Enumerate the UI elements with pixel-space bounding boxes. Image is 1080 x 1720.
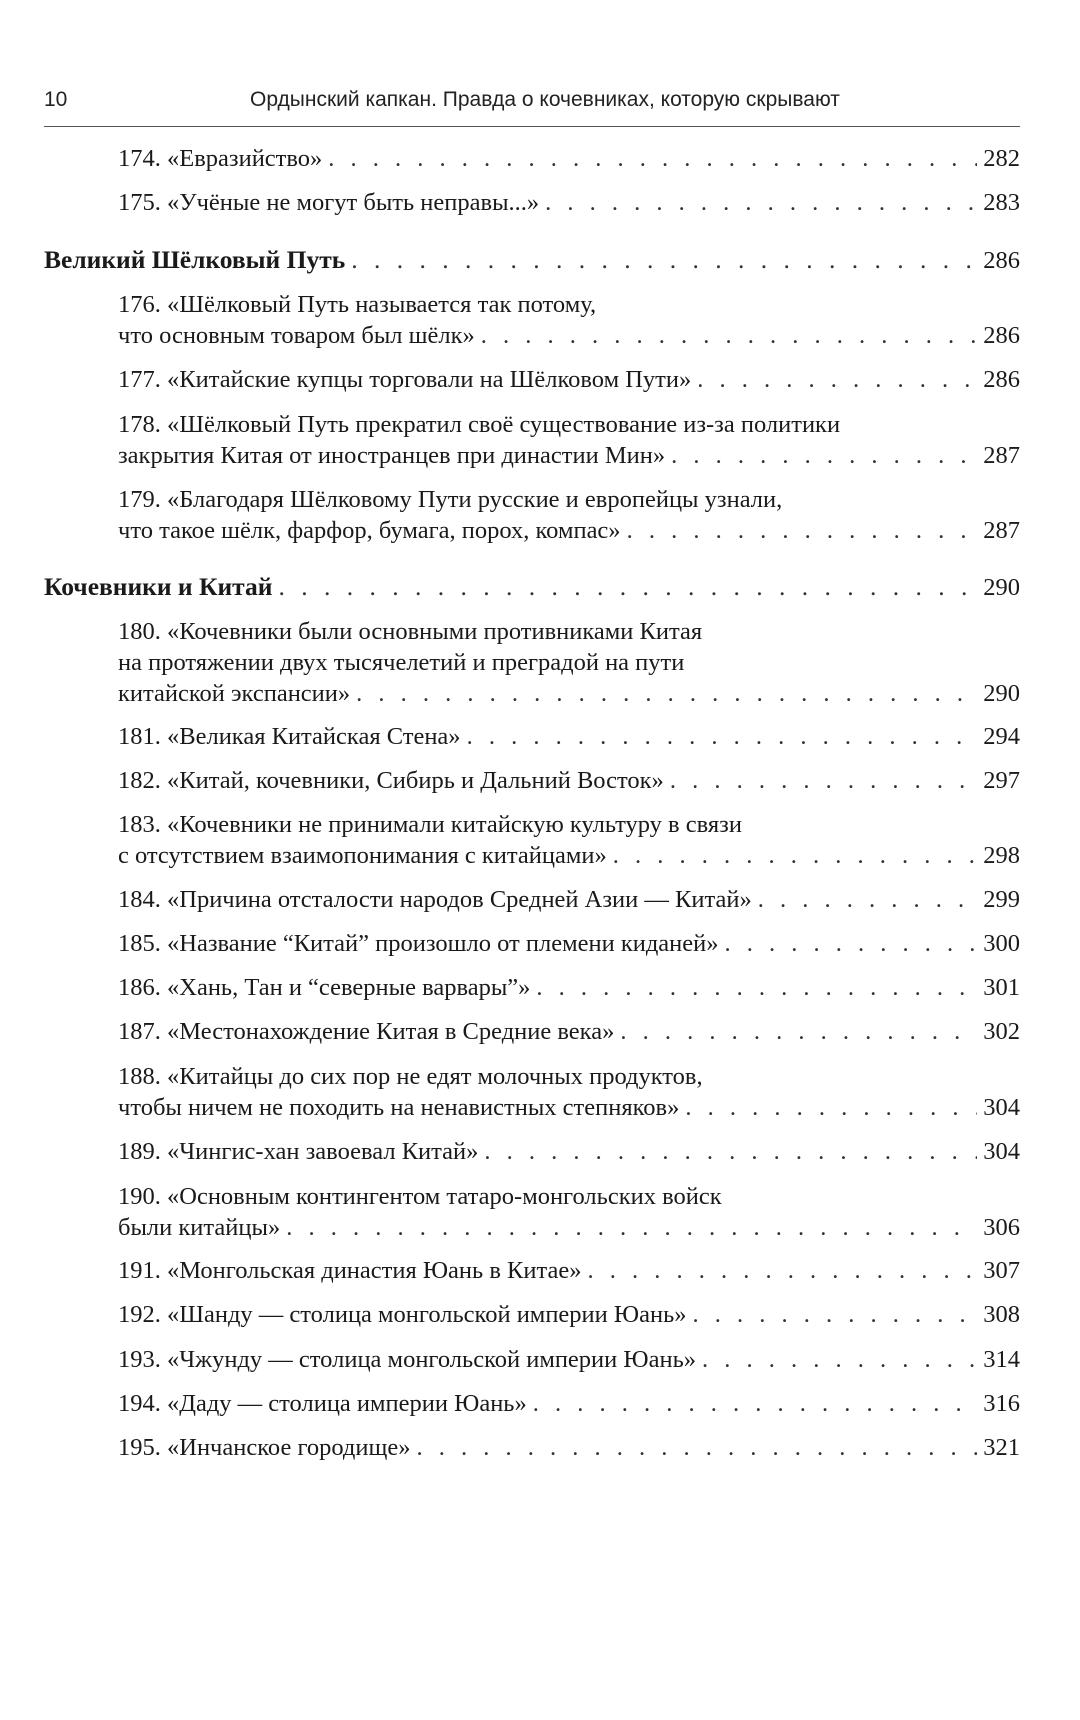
dot-leader <box>620 1015 977 1048</box>
toc-entry-text-line: 188. «Китайцы до сих пор не едят молочных продуктов, <box>118 1063 703 1090</box>
toc-section <box>44 243 1020 277</box>
dot-leader <box>702 1343 977 1376</box>
toc-entry-title: 187. «Местонахождение Китая в Средние века» <box>118 1018 615 1045</box>
toc-entry-text-line: 179. «Благодаря Шёлковому Пути русские и европейцы узнали, <box>118 486 783 513</box>
toc-entry-row <box>118 1091 1020 1124</box>
toc-entry-row <box>118 1015 1020 1048</box>
dot-leader <box>484 1135 977 1168</box>
toc-page-number: 286 <box>983 322 1020 349</box>
toc-page-number: 300 <box>983 930 1020 957</box>
dot-leader <box>613 839 977 872</box>
toc-page-number: 299 <box>983 886 1020 913</box>
toc-page-number: 283 <box>983 189 1020 216</box>
toc-page-number: 298 <box>983 842 1020 869</box>
toc-entry-title: 189. «Чингис-хан завоевал Китай» <box>118 1138 479 1165</box>
toc-item <box>118 288 1020 352</box>
toc-entry-title: 181. «Великая Китайская Стена» <box>118 723 461 750</box>
dot-leader <box>697 363 977 396</box>
dot-leader <box>417 1431 978 1464</box>
toc-entry-row <box>118 1211 1020 1244</box>
toc-entry-text-line: 176. «Шёлковый Путь называется так потому, <box>118 291 597 318</box>
toc-entry-row <box>44 243 1020 277</box>
dot-leader <box>758 883 978 916</box>
dot-leader <box>351 243 977 276</box>
toc-entry-row <box>118 514 1020 547</box>
toc-item <box>118 142 1020 175</box>
toc-entry-row <box>118 1254 1020 1287</box>
toc-entry-row <box>118 1343 1020 1376</box>
toc-page-number: 321 <box>983 1434 1020 1461</box>
toc-entry-row <box>118 1135 1020 1168</box>
toc-entry-title: 192. «Шанду — столица монгольской империи Юань» <box>118 1301 687 1328</box>
toc-entry-title: закрытия Китая от иностранцев при династии Мин» <box>118 442 666 469</box>
toc-item <box>118 883 1020 916</box>
toc-entry-title: что такое шёлк, фарфор, бумага, порох, компас» <box>118 517 621 544</box>
toc-page-number: 307 <box>983 1257 1020 1284</box>
toc-entry-row <box>118 363 1020 396</box>
dot-leader <box>278 570 977 603</box>
dot-leader <box>286 1211 977 1244</box>
toc-entry-title: 193. «Чжунду — столица монгольской империи Юань» <box>118 1346 696 1373</box>
toc-entry-row <box>118 142 1020 175</box>
toc-entry-row <box>118 186 1020 219</box>
toc-page-number: 290 <box>983 574 1020 601</box>
dot-leader <box>627 514 978 547</box>
toc-page-number: 286 <box>983 247 1020 274</box>
toc-page-number: 294 <box>983 723 1020 750</box>
toc-item <box>118 927 1020 960</box>
toc-item <box>118 483 1020 547</box>
toc-item <box>118 408 1020 472</box>
toc-entry-row <box>118 1298 1020 1331</box>
toc-entry-row <box>118 883 1020 916</box>
toc-entry-row <box>118 439 1020 472</box>
toc-page-number: 286 <box>983 366 1020 393</box>
toc-entry-title: 175. «Учёные не могут быть неправы...» <box>118 189 540 216</box>
toc-entry-title: были китайцы» <box>118 1214 281 1241</box>
toc-entry-row <box>118 1387 1020 1420</box>
dot-leader <box>481 319 977 352</box>
toc-entry-title: 174. «Евразийство» <box>118 145 323 172</box>
toc-entry-title: с отсутствием взаимопонимания с китайцами» <box>118 842 607 869</box>
dot-leader <box>670 764 977 797</box>
toc-entry-title: китайской экспансии» <box>118 680 351 707</box>
toc-page-number: 282 <box>983 145 1020 172</box>
toc-page-number: 304 <box>983 1094 1020 1121</box>
dot-leader <box>725 927 978 960</box>
toc-item <box>118 720 1020 753</box>
header-divider <box>44 126 1020 127</box>
dot-leader <box>671 439 977 472</box>
toc-item <box>118 363 1020 396</box>
toc-page-number: 297 <box>983 767 1020 794</box>
toc-page-number: 290 <box>983 680 1020 707</box>
dot-leader <box>685 1091 977 1124</box>
toc-entry-title: чтобы ничем не походить на ненавистных степняков» <box>118 1094 680 1121</box>
toc-item <box>118 186 1020 219</box>
dot-leader <box>693 1298 978 1331</box>
toc-page-number: 301 <box>983 974 1020 1001</box>
toc-entry-title: 195. «Инчанское городище» <box>118 1434 411 1461</box>
toc-page-number: 316 <box>983 1390 1020 1417</box>
toc-page-number: 287 <box>983 517 1020 544</box>
toc-item <box>118 1135 1020 1168</box>
toc-item <box>118 1015 1020 1048</box>
dot-leader <box>467 720 978 753</box>
toc-entry-row <box>118 839 1020 872</box>
toc-entry-title: 182. «Китай, кочевники, Сибирь и Дальний Восток» <box>118 767 664 794</box>
toc-entry-row <box>118 764 1020 797</box>
toc-entry-row <box>118 971 1020 1004</box>
toc-entry-title: 184. «Причина отсталости народов Средней Азии — Китай» <box>118 886 752 913</box>
toc-entry-title: 194. «Даду — столица империи Юань» <box>118 1390 527 1417</box>
toc-entry-row <box>118 319 1020 352</box>
toc-entry-text-line: 178. «Шёлковый Путь прекратил своё существование из-за политики <box>118 411 841 438</box>
dot-leader <box>533 1387 978 1420</box>
toc-entry-text-line: 190. «Основным контингентом татаро-монгольских войск <box>118 1183 722 1210</box>
toc-item <box>118 1298 1020 1331</box>
toc-entry-row <box>44 570 1020 604</box>
toc-entry-row <box>118 1431 1020 1464</box>
toc-item <box>118 808 1020 872</box>
toc-item <box>118 1343 1020 1376</box>
toc-entry-title: 191. «Монгольская династия Юань в Китае» <box>118 1257 582 1284</box>
toc-page-number: 302 <box>983 1018 1020 1045</box>
dot-leader <box>328 142 977 175</box>
toc-page-number: 304 <box>983 1138 1020 1165</box>
toc-item <box>118 764 1020 797</box>
running-header <box>44 88 1020 122</box>
toc-item <box>118 1387 1020 1420</box>
toc-item <box>118 1431 1020 1464</box>
toc-entry-row <box>118 677 1020 710</box>
page-number: 10 <box>44 88 68 111</box>
toc-entry-title: 185. «Название “Китай” произошло от племени киданей» <box>118 930 719 957</box>
toc-page-number: 287 <box>983 442 1020 469</box>
toc-entry-row <box>118 720 1020 753</box>
toc-item <box>118 1254 1020 1287</box>
toc-page-number: 314 <box>983 1346 1020 1373</box>
toc-item <box>118 1060 1020 1124</box>
toc-entry-text-line: на протяжении двух тысячелетий и преградой на пути <box>118 649 685 676</box>
toc-entry-title: Великий Шёлковый Путь <box>44 245 346 274</box>
toc-item <box>118 971 1020 1004</box>
toc-item <box>118 1180 1020 1244</box>
toc-entry-row <box>118 927 1020 960</box>
toc-item <box>118 615 1020 710</box>
toc-section <box>44 570 1020 604</box>
dot-leader <box>356 677 977 710</box>
dot-leader <box>545 186 977 219</box>
toc-page-number: 306 <box>983 1214 1020 1241</box>
dot-leader <box>536 971 977 1004</box>
toc-entry-text-line: 183. «Кочевники не принимали китайскую культуру в связи <box>118 811 742 838</box>
toc-entry-text-line: 180. «Кочевники были основными противниками Китая <box>118 618 703 645</box>
toc-entry-title: что основным товаром был шёлк» <box>118 322 475 349</box>
toc-entry-title: 177. «Китайские купцы торговали на Шёлковом Пути» <box>118 366 692 393</box>
dot-leader <box>588 1254 978 1287</box>
toc-entry-title: Кочевники и Китай <box>44 572 273 601</box>
running-title: Ордынский капкан. Правда о кочевниках, которую скрывают <box>250 88 840 111</box>
toc-entry-title: 186. «Хань, Тан и “северные варвары”» <box>118 974 531 1001</box>
toc-page-number: 308 <box>983 1301 1020 1328</box>
